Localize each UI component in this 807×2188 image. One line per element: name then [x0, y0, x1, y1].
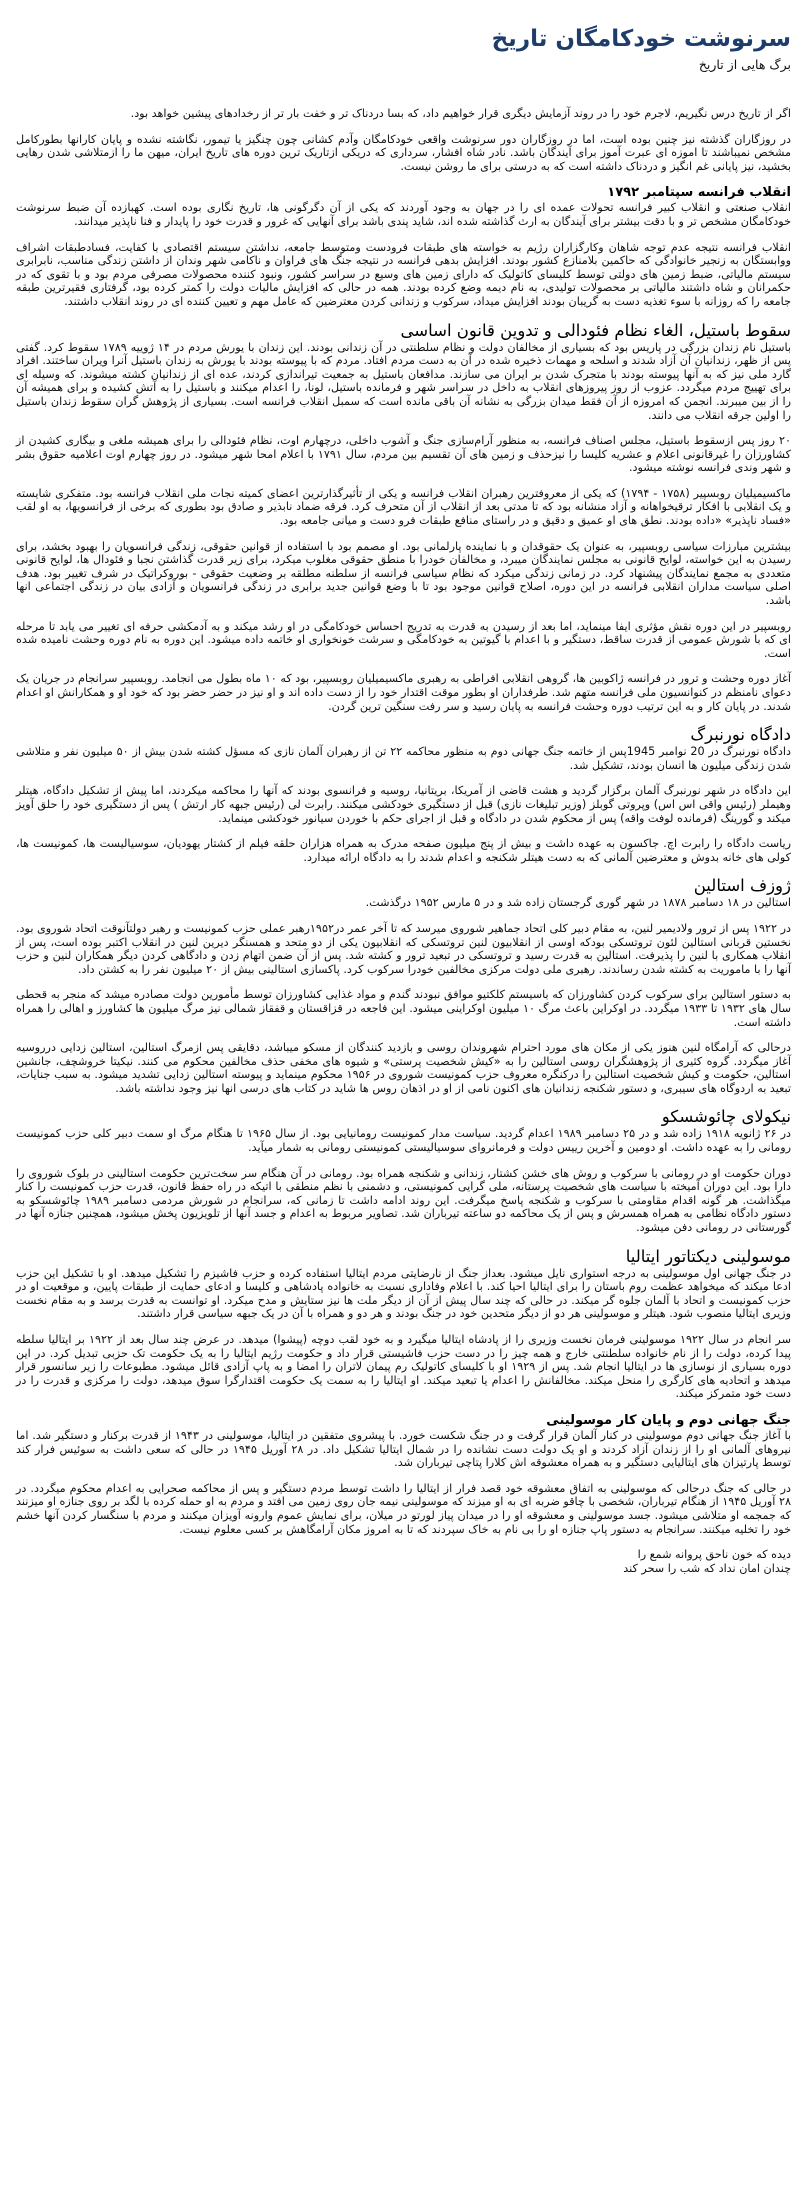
- intro-paragraph: اگر از تاریخ درس نگیریم، لاجرم خود را در روند آزمایش دیگری قرار خواهیم داد، که بسا دردناک تر و خفت بار تر از رخدادهای پیشین خواهد بود.: [130, 107, 791, 120]
- page-title: سرنوشت خودکامگان تاریخ: [491, 26, 791, 52]
- section-paragraph: ۲۰ روز پس ازسقوط باستیل، مجلس اصناف فرانسه، به منظور آرام‌سازی جنگ و آشوب داخلی، درچهارم اوت، نظام فئودالی را برای همیشه ملغی و بیگاری کشیدن از کشاورزان را غیرقانونی اعلام و عشریه کلیسا را نیزحذف و زمین های آن تقسیم بین مردم، سال ۱۷۹۱ با اعلام امحا شهر میشود. در روز چهارم اوت اعلامیه حقوق بشر و شهر وندی فرانسه نوشته میشود.: [16, 434, 791, 475]
- article-section: [16, 725, 791, 864]
- article-section: [16, 1107, 791, 1234]
- section-paragraph: در حالی که جنگ درحالی که موسولینی به اتفاق معشوقه خود قصد فرار از ایتالیا را داشت توسط مردم دستگیر و پس از محاکمه صحرایی به اعدام محکوم میگردد. در ۲۸ آوریل ۱۹۴۵ از هنگام تیرباران، شخصی با چاقو ضربه ای به او میزند که موسولینی نیمه جان روی زمین می افتد و مردم به او حمله کرده با لگد بر روی جنازه او میزنند که جمجمه او متلاشی میشود. جسد موسولینی و معشوقه او را در میدان پیاز لورتو در میلان، برای نمایش عموم وارونه آویزان میکنند و مردم با سنگسار کردن آنها خشم خود را تخلیه میکنند. سرانجام به دستور پاپ جنازه او را بی نام به خاک سپردند که تا به امروز مکان آرامگاهش بر کسی معلوم نیست.: [16, 1481, 791, 1536]
- section-paragraph: انقلاب صنعتی و انقلاب کبیر فرانسه تحولات عمده ای را در جهان به وجود آوردند که یکی از آن دگرگونی ها، تاریخ نگاری بوده است. کهبازده آن ضبط سرنوشت خودکامگان مشخص تر و با دقت بیشتر برای آیندگان به ارث گذاشته شده اند، شاید پندی باشد برای آنهایی که غرور و قدرت خود را پایدار و فنا ناپذیر میدانند.: [16, 201, 791, 228]
- article-section: [16, 1413, 791, 1536]
- section-paragraph: ماکسیمیلیان روبسپیر (۱۷۵۸ - ۱۷۹۴) که یکی از معروفترین رهبران انقلاب فرانسه و یکی از تأثیرگذارترین اعضای کمیته نجات ملی انقلاب فرانسه بود. متفکری شایسته و یک انقلابی با افکار ترقیخواهانه و آزاد منشانه بود که تا مدتی بعد از انقلاب از آن متحرف کرد. فرقه ضماد نابذیر و صادق بود بطوری که برخی از فرانسویها، به او لقب «فساد ناپذیر» «داده بودند. نطق های او عمیق و دقیق و در راستای منافع طبقات فرو دست و میانی جامعه بود.: [16, 486, 792, 528]
- section-paragraph: درحالی که آرامگاه لنین هنوز یکی از مکان های مورد احترام شهروندان روسی و بازدید کنندگان از مسکو میباشد، دقایقی پس ازمرگ استالین، استالین زدایی درروسیه آغاز میگردد. گروه کثیری از پژوهشگران روسی استالین را به «کیش شخصیت پرستی» و شیوه های مخفی حذف مخالفین محکوم می کنند. نیکیتا خروشچف، جانشین استالین، حکومت و کیش شخصیت استالین را درکنگره معروف حزب کمونیست شوروی در ۱۹۵۶ محکوم مینماید و پیوسته استالین زدایی تشدید میشود. به سبب جنایات، تبعید به اردوگاه های سیبری، و دستور شکنجه زندانیان های اکنون نامی از او در اذهان روس ها شاید در کتاب های درسی انها نیز وجود نداشته باشد.: [16, 1041, 791, 1095]
- section-paragraph: انقلاب فرانسه نتیجه عدم توجه شاهان وکارگزاران رژیم به خواسته های طبقات فرودست ومتوسط جامعه، نداشتن سیستم اقتصادی با کفایت، فسادطبقات اشراف ووابستگان به زنجیر خانوادگی که حاکمین بلامنازع کشور بودند. افزایش بدهی فرانسه در نتیجه جنگ های فراوان و ناکامی شهر وندان از داشتن زندگی مناسب، نابرابری سیستم مالیاتی، ضبط زمین های دولتی توسط کلیسای کاتولیک که دارای زمین های وسیع در سراسر کشور، ونبود کننده محصولات مصرفی مردم بود و با تقوی که در حکمرانان و شاه داشتند مالیاتی بر محصولات تولیدی، به نام دیمه وضع کرده بودند. همه در حالی که افزایش مالیات دولت را کمتر کرده بود، گرفتاری فقیرترین طبقه جامعه را که روزانه با سوء تغذیه دست به گریبان بودند افزایش میداد، سرکوب و زندانی کردن معترضین که عامل مهم و تعیین کننده ای در روند انقلاب داشتند.: [16, 240, 791, 308]
- article-section: [16, 1247, 791, 1401]
- section-paragraph: با آغاز جنگ جهانی دوم موسولینی در کنار آلمان قرار گرفت و در جنگ شکست خورد. با پیشروی متفقین در ایتالیا، موسولینی در ۱۹۴۳ از قدرت برکنار و دستگیر شد. اما نیروهای آلمانی او را از زندان آزاد کردند و او یک دولت دست نشانده را در شمال ایتالیا تشکیل داد. در ۲۸ آوریل ۱۹۴۵ در حالی که سعی داشت به سوئیس فرار کند توسط پارتیزان های ایتالیایی دستگیر و به همراه معشوقه اش کلارا پتاچی تیرباران شد.: [16, 1428, 791, 1470]
- section-paragraph: ریاست دادگاه را رابرت اچ. جاکسون به عهده داشت و بیش از پنج میلیون صفحه مدرک به همراه هزاران حلقه فیلم از کشتار یهودیان، سوسیالیست ها، کمونیست ها، کولی های خانه بدوش و معترضین آلمانی که به دست هیتلر شکنجه و اعدام شدند را به دادگاه ارائه میدارد.: [16, 837, 791, 864]
- section-paragraph: در ۲۶ ژانویه ۱۹۱۸ زاده شد و در ۲۵ دسامبر ۱۹۸۹ اعدام گردید. سیاست مدار کمونیست رومانیایی بود. از سال ۱۹۶۵ تا هنگام مرگ او سمت دبیر کلی حزب کمونیست رومانی را به عهده داشت. او دومین و آخرین رییس دولت و فرمانروای سوسیالیستی کمونیستی رومانی به شمار میآید.: [16, 1127, 791, 1155]
- article-section: [16, 321, 791, 714]
- section-heading: ژوزف استالین: [693, 876, 791, 896]
- article-section: [16, 876, 791, 1095]
- poem-line: چندان امان نداد که شب را سحر کند: [623, 1562, 791, 1576]
- section-paragraph: این دادگاه در شهر نورنبرگ آلمان برگزار گردید و هشت قاضی از آمریکا، بریتانیا، روسیه و فرانسوی بودند که آنها را محاکمه میکردند، اما پیش از تشکیل دادگاه، هیتلر وهیملر (رئیس واقی اس اس) وپروتی گوبلز (وزیر تبلیغات نازی) قبل از دستگیری خودکشی میکنند. رابرت لی (رئیس جبهه کار ارتش ) پس از دستگیری خود را حلق آویز میکند و گورینگ (فرمانده لوفت واقه) پس از محکوم شدن در دادگاه و قبل از اجرای حکم با خوردن سیانور خودکشی مینماید.: [16, 784, 791, 825]
- section-heading: انقلاب فرانسه سپتامبر ۱۷۹۲: [607, 185, 791, 201]
- intro-paragraph: در روزگاران گذشته نیز چنین بوده است، اما در روزگاران دور سرنوشت واقعی خودکامگان وآدم کشانی چون چنگیز یا تیمور، نگاشته نشده و پایان کارانها بطورکامل مشخص نمیباشند تا اموزه ای عبرت آموز برای آیندگان باشد. نادر شاه افشار، سرداری که دریکی ازتاریک ترین دوره های تاریخ ایران، میهن ما را ازمتلاشی شدن رهایی بخشید، نیز پایانی غم انگیز و دردناک داشته است که به درستی برای ما روشن نیست.: [16, 132, 791, 173]
- section-paragraph: دوران حکومت او در رومانی با سرکوب و روش های خشن کشتار، زندانی و شکنجه همراه بود. رومانی در آن هنگام سر سخت‌ترین حکومت استالینی در بلوک شوروی را دارا بود. این دوران آمیخته با سیاست های شخصیت پرستانه، ملی گرایی کمونیستی، و دشمنی با نظم منطقی با اتیکه در راه حفظ قانون، قدرت حزب کمونیست را کنار میگذاشت. هر گونه اقدام مقاومتی با سرکوب و شکنجه پاسخ میگرفت. این روند ادامه داشت تا زمانی که، سرانجام در شورش مردمی دسامبر ۱۹۸۹ چائوشسکو به دستور دادگاه نظامی به همراه همسرش و پس از یک محاکمه دو ساعته تیرباران شد. تصاویر مربوط به اعدام و جسد آنها از تلویزیون پخش میشود، همچنین جنازه آنها در گورستانی در رومانی دفن میشود.: [16, 1166, 791, 1235]
- section-heading: دادگاه نورنبرگ: [690, 725, 791, 745]
- section-paragraph: باستیل نام زندان بزرگی در پاریس بود که بسیاری از مخالفان دولت و نظام سلطنتی در آن زندانی بودند. این زندان با یورش مردم در ۱۴ ژوییه ۱۷۸۹ سقوط کرد. گفتی پس از ظهر، زندانیان آن آزاد شدند و اسلحه و مهمات ذخیره شده در آن به دست مردم افتاد. مردم که با پیوسته بودند با یورش به زندان باستیل آنرا ویران ساختند. افراد گارد ملی نیز که به آنها پیوسته بودند با متجرک شدن بر ایران می سازند. مدافعان باستیل به جمعیت تیراندازی کردند، عده ای از زندانیان کشته میشوند. که وسیله ای برای تهییج مردم میگردد. عزوب از روز پیروزهای انقلاب به داخل در سراسر شهر و فرمانده باستیل، لونا، را اعدام میکنند و باستیل را به آتش کشیده و برای همیشه آن را از بین میبرند. انجمن که امروزه از آن فقط میدان بزرگی به نشانه آن باقی مانده است که سمبل انقلاب فرانسه است. بسیاری از پژوهش گران سقوط زندان باستیل را اولین جرقه انقلاب می دانند.: [16, 340, 791, 422]
- section-paragraph: سر انجام در سال ۱۹۲۲ موسولینی فرمان نخست وزیری را از پادشاه ایتالیا میگیرد و به خود لقب دوچه (پیشوا) میدهد. در عرض چند سال بعد از ۱۹۲۲ بر ایتالیا سلطه پیدا کرده، دولت را از نام خانواده سلطنتی خارج و همه چیز را در دست حزب فاشیستی قرار داد و حکومت رژیم ایتالیا را به یک حکومت تک حزبی تبدیل کرد. در این دوره بسیاری از نوسازی ها در ایتالیا انجام شد. پس از ۱۹۲۹ او با کلیسای کاتولیک رم پیمان لاتران را امضا و به پاپ آزادی قائل میشود. مطبوعات را زیر سانسور قرار میدهد و اتحادیه های کارگری را منحل میکند. مخالفانش را اعدام یا تبعید میکند. او ایتالیا را به سمت یک حکومت اقتدارگرا سوق میدهد، دولت را مرکزی و قدرت را در دست خود متمرکز میکند.: [16, 1333, 791, 1401]
- section-paragraph: به دستور استالین برای سرکوب کردن کشاورزان که باسیستم کلکتیو موافق نبودند گندم و مواد غذایی کشاورزان توسط مأمورین دولت مصادره میشد که منجر به قحطی سال های ۱۹۳۲ تا ۱۹۳۳ میگردد. در اوکراین باعث مرگ ۱۰ میلیون اوکراینی میشود. این فاجعه در قزاقستان و قفقاز شمالی نیز مرگ میلیون ها کشاورز و اهالی را همراه داشته است.: [16, 988, 792, 1029]
- closing-poem: [16, 1548, 791, 1576]
- section-paragraph: در ۱۹۲۲ پس از ترور ولادیمیر لنین، به مقام دبیر کلی اتحاد جماهیر شوروی میرسد که تا آخر عمر در۱۹۵۲رهبر عملی حزب کمونیست و رهبر دولتآنوقت اتحاد شوروی بود. نخستین قربانی استالین لئون تروتسکی بودکه اوسی از انقلابیون لنین تروتسکی که انقلابیون یکی از دو متحد و همسنگر دیرین لنین در انقلاب اکتبر بوده است، پس از انقلاب همکاری با لنین را پذیرفت. استالین به قدرت رسید و تروتسکی در تبعید ترور و کشته شد. پس از آن ضمن اتهام زدن و دادگاهی کردن دیگر همکاران لنین و حزب آنها را با ماموریت به کشته شدن رساندند. رهبری ملی دولت مرکزی مخالفین خودرا سرکوب کرد. پاکسازی استالینی بیش از ۲۰ میلیون نفر را به کشتن داد.: [16, 921, 791, 976]
- intro-section: [16, 107, 791, 173]
- section-paragraph: بیشترین مبارزات سیاسی روبسپیر، به عنوان یک حقوقدان و با نماینده پارلمانی بود. او مصمم بود با استفاده از قوانین حقوقی، زندگی فرانسویان را بهبود بخشد، برای رسیدن به این خواسته، لوایح قانونی به مجلس نمایندگان میبرد، و مخالفان خودرا با منطق حقوقی مغلوب میکرد، برای زیر قدرت گذاشتن نجبا و فئودال ها، لوایح قانونی متعددی به مجمع نمایندگان پیشنهاد کرد. در زمانی زندگی میکرد که نظام سیاسی فرانسه از سلطنه مطلقه بر وضعیت حقوقی - بوروکراتیک در شرف تغییر بود. هدف اصلی سیاست مداران انقلابی فرانسه در این دوره، اصلاح قوانین موجود بود تا با وضع قوانین جدید برابری ‌در زندگی فرانسویان و آزادی بیان در زندگی اجتماعی انها باشد.: [16, 539, 791, 608]
- section-heading: سقوط باستیل، الغاء نظام فئودالی و تدوین قانون اساسی: [400, 320, 791, 340]
- page-subtitle: برگ هایی از تاریخ: [698, 57, 791, 72]
- section-heading: جنگ جهانی دوم و پایان کار موسولینی: [546, 1412, 791, 1428]
- section-heading: نیکولای چائوشسکو: [661, 1107, 791, 1127]
- article-section: [16, 185, 791, 308]
- section-paragraph: استالین در ۱۸ دسامبر ۱۸۷۸ در شهر گوری گرجستان زاده شد و در ۵ مارس ۱۹۵۲ درگذشت.: [365, 896, 791, 910]
- section-paragraph: در جنگ جهانی اول موسولینی به درجه استواری نایل میشود. بعداز جنگ از نارضایتی مردم ایتالیا استفاده کرده و حزب فاشیزم را تشکیل میدهد. او با تشکیل این حزب ادعا میکند که میخواهد عظمت روم باستان را برای ایتالیا احیا کند. با اعلام وفاداری نسبت به خانواده پادشاهی و کلیسا و ادعای حمایت از طبقات پایین، و موقعیت او در حزب کمونیست و اتحاد با آلمان جلوه گر میکند. در حالی که چند سال پیش از آن از دیگر ملت ها نیز ستایش و مدح میکرد. او توانست به قدرت برسد و به مقام نخست وزیری ایتالیا منصوب شود. هیتلر و موسولینی هر دو از دیگر متحدین خود در جنگ بودند و هر دو و همراه با آن در یک جبهه سیاسی قرار داشتند.: [16, 1266, 791, 1321]
- section-paragraph: دادگاه نورنبرگ در 20 نوامبر 1945پس از خاتمه جنگ جهانی دوم به منظور محاکمه ۲۲ تن از رهبران آلمان نازی که مسؤل کشته شدن بیش از ۵۰ میلیون نفر و متلاشی شدن زندگی میلیون ها انسان بودند، تشکیل شد.: [16, 745, 791, 772]
- poem-line: دیده که خون ناحق پروانه شمع را: [637, 1548, 791, 1562]
- article-body: [16, 185, 791, 1536]
- section-paragraph: آغاز دوره وحشت و ترور در فرانسه ژاکوبین ها، گروهی انقلابی افراطی به رهبری ماکسیمیلیان روبسپیر، بود که ۱۰ ماه بطول می انجامد. روبسپیر سرانجام در جریان یک دعوای نامنظم در کنوانسیون ملی فرانسه متهم شد. طرفداران او بطور موقت اقتدار خود را از دست داده اند و او نیز در حضر حضر بود که خود او و همکارانش او اعدام شدند. در پایان کار و به این ترتیب دوره وحشت فرانسه به پایان رسید و سر رفت سنگین ترین گردن.: [16, 672, 791, 713]
- section-paragraph: روبسپیر در این دوره نقش مؤثری ایفا مینماید، اما بعد از رسیدن به قدرت به تدریج احساس خودکامگی در او رشد میکند و به آدمکشی حرفه ای تغییر می یابد تا مرحله ای که با شورش عمومی از قدرت ساقط، دستگیر و با اعدام با گیوتین به خودکامگی و سرشت خونخواری او خاتمه داده میشود. این دوره به نام دوره وحشت نامیده شده است.: [16, 619, 791, 660]
- section-heading: موسولینی دیکتاتور ایتالیا: [625, 1246, 791, 1266]
